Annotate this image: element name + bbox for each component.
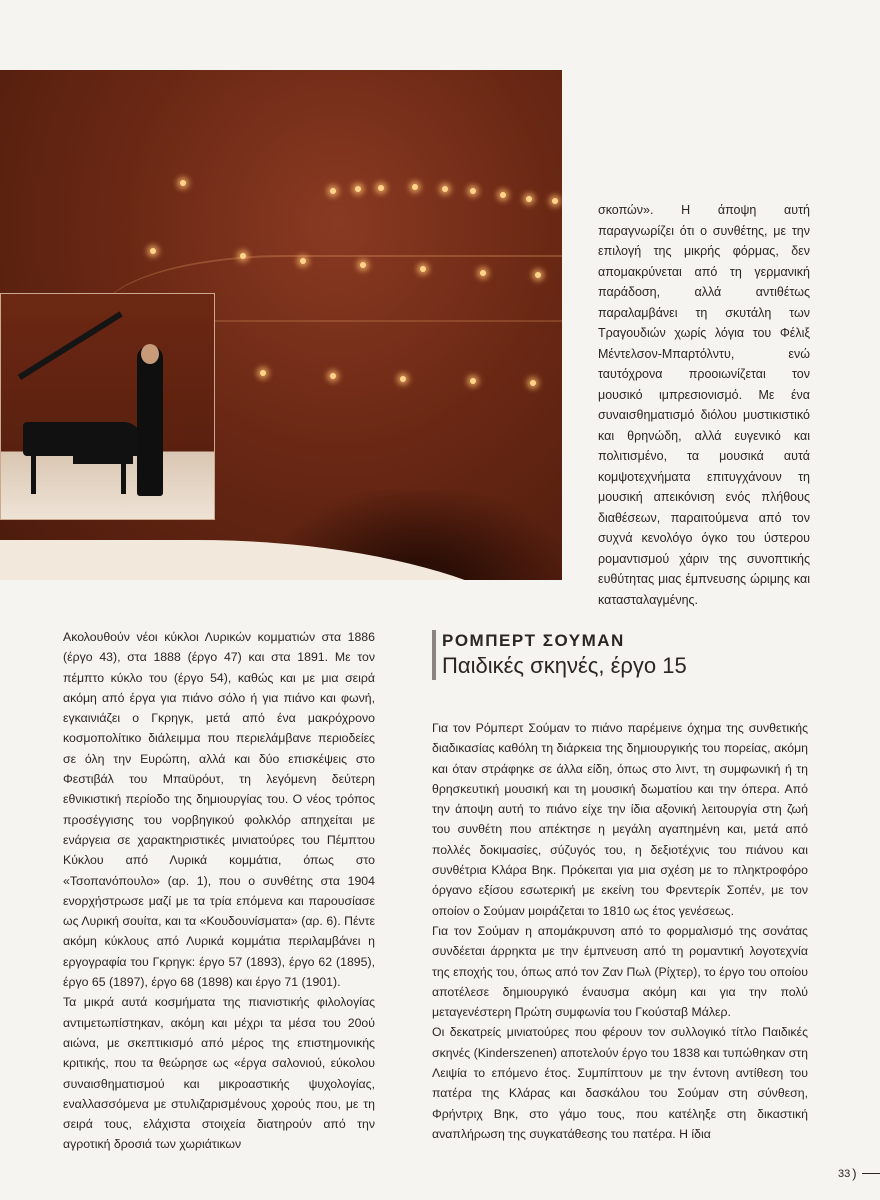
hall-light bbox=[412, 184, 418, 190]
concert-hall-photo bbox=[0, 70, 562, 580]
work-title: Παιδικές σκηνές, έργο 15 bbox=[442, 653, 687, 678]
hall-light bbox=[360, 262, 366, 268]
pianist-inset-photo bbox=[0, 293, 215, 520]
pianist-head bbox=[141, 344, 159, 364]
section-heading bbox=[432, 630, 822, 680]
paragraph: Για τον Σούμαν η απομάκρυνση από το φορμαλισμό της σονάτας συνδέεται άρρηκτα με την έμπνευση από τη ρομαντική λογοτεχνία της εποχής του, όπως από τον Ζαν Πωλ (Ρίχτερ), το έργο του οποίου αποτέλεσε δημιουργικό έναυσμα ακόμη και για την πολύ μεταγενέστερη Πρώτη συμφωνία του Γκούσταβ Μάλερ. bbox=[432, 923, 808, 1020]
hall-light bbox=[378, 185, 384, 191]
hall-light bbox=[150, 248, 156, 254]
page-number-bracket: ) bbox=[852, 1166, 857, 1181]
hall-light bbox=[240, 253, 246, 259]
hall-light bbox=[420, 266, 426, 272]
paragraph: Ακολουθούν νέοι κύκλοι Λυρικών κομματιών στα 1886 (έργο 43), στα 1888 (έργο 47) και στα 1891. Με τον πέμπτο κύκλο του (έργο 54), καθώς και με μια σειρά ακόμη από έργα για πιάνο σόλο ή για πιάνο και φωνή, εγκαινιάζει ο Γκρηγκ, μετά από ένα μακρόχρονο κοσμοπολίτικο διάλειμμα που περιελάμβανε περιοδείες σε όλη την Ευρώπη, αλλά και δύο επισκέψεις στο Φεστιβάλ του Μπαϋρόυτ, τη λεγόμενη δεύτερη εθνικιστική περίοδο της δημιουργίας του. Ο νέος τρόπος προσέγγισης του νορβηγικού φολκλόρ απηχείται με ενάργεια σε χαρακτηριστικές μινιατούρες του Πέμπτου Κύκλου από Λυρικά κομμάτια, όπως στο «Τσοπανόπουλο» (αρ. 1), που ο συνθέτης στα 1904 ενορχήστρωσε μαζί με τα τρία επόμενα και παρουσίασε ως Λυρική σουίτα, και τα «Κουδουνίσματα» (αρ. 6). Πέντε ακόμη κύκλους από Λυρικά κομμάτια περιλαμβάνει η εργογραφία του Γκρηγκ: έργο 57 (1893), έργο 62 (1895), έργο 65 (1897), έργο 68 (1898) και έργο 71 (1901). bbox=[63, 630, 375, 990]
hall-light bbox=[442, 186, 448, 192]
grand-piano bbox=[23, 422, 143, 456]
right-column bbox=[432, 718, 808, 1144]
hall-light bbox=[300, 258, 306, 264]
hall-light bbox=[470, 378, 476, 384]
piano-leg bbox=[31, 454, 36, 494]
hall-light bbox=[180, 180, 186, 186]
hall-light bbox=[330, 188, 336, 194]
paragraph: Οι δεκατρείς μινιατούρες που φέρουν τον συλλογικό τίτλο Παιδικές σκηνές (Kinderszenen) αποτελούν έργο του 1838 και τυπώθηκαν στη Λειψία το επόμενο έτος. Συμπίπτουν με την έντονη αντίθεση του πατέρα της Κλάρας και δασκάλου του Σούμαν στη σύνθεση, Φρήντριχ Βηκ, στο γάμο τους, που κατέληξε στη δικαστική αναπλήρωση της συγκατάθεσης του πατέρα. Η ίδια bbox=[432, 1025, 808, 1141]
piano-bench bbox=[73, 456, 133, 464]
composer-name: ΡΟΜΠΕΡΤ ΣΟΥΜΑΝ bbox=[442, 631, 625, 650]
hall-light bbox=[526, 196, 532, 202]
page-number bbox=[838, 1166, 880, 1181]
hall-light bbox=[552, 198, 558, 204]
paragraph: Για τον Ρόμπερτ Σούμαν το πιάνο παρέμεινε όχημα της συνθετικής διαδικασίας καθόλη τη διάρκεια της δημιουργικής του πορείας, ακόμη και όταν στράφηκε σε άλλα είδη, όπως στο λιντ, τη συμφωνική ή τη θρησκευτική μουσική και τη μουσική δωματίου και την όπερα. Από την άποψη αυτή το πιάνο είχε την ίδια αξονική λειτουργία στη ζωή του συνθέτη που απέκτησε η μεγάλη αγαπημένη και, μετά από πολλές δοκιμασίες, σύζυγός του, η δεξιοτέχνις του πιάνου και συνθέτρια Κλάρα Βηκ. Πρόκειται για μια σχέση με το πληκτροφόρο όργανο εξίσου εσωτερική με εκείνη του Φρεντερίκ Σοπέν, με τον οποίον ο Σούμαν μοιράζεται το 1810 ως έτος γενέσεως. bbox=[432, 721, 808, 918]
left-column bbox=[63, 627, 375, 1155]
hall-light bbox=[480, 270, 486, 276]
piano-lid bbox=[18, 311, 123, 380]
continued-paragraph: σκοπών». Η άποψη αυτή παραγνωρίζει ότι ο συνθέτης, με την επιλογή της μικρής φόρμας, δεν απομακρύνεται από τη γερμανική παράδοση, αλλά αντιθέτως παραλαμβάνει τη σκυτάλη των Τραγουδιών χωρίς λόγια του Φέλιξ Μέντελσον-Μπαρτόλντυ, ενώ ταυτόχρονα προοιωνίζεται τον μουσικό ιμπρεσιονισμό. Με ένα συναισθηματισμό διόλου μυστικιστικό και θρηνώδη, αλλά ευγενικό και πολιτισμένο, τα μουσικά αυτά κομψοτεχνήματα επιτυγχάνουν τη μουσική απεικόνιση ενός πλήθους διαθέσεων, παραιτούμενα από τον συχνά κενολόγο όγκο του ύστερου ρομαντισμού χάριν της συνοπτικής ευθύτητας μιας έμπνευσης ώριμης και κατασταλαγμένης. bbox=[598, 203, 810, 607]
page-number-rule bbox=[862, 1173, 880, 1174]
hall-light bbox=[260, 370, 266, 376]
hall-light bbox=[535, 272, 541, 278]
hall-light bbox=[400, 376, 406, 382]
hall-light bbox=[530, 380, 536, 386]
hall-light bbox=[470, 188, 476, 194]
hall-light bbox=[330, 373, 336, 379]
pianist-figure bbox=[137, 346, 163, 496]
hall-light bbox=[500, 192, 506, 198]
page-number-value: 33 bbox=[838, 1167, 851, 1180]
paragraph: Τα μικρά αυτά κοσμήματα της πιανιστικής φιλολογίας αντιμετωπίστηκαν, ακόμη και μέχρι τα μέσα του 20ού αιώνα, με σκεπτικισμό από μέρος της επιστημονικής κριτικής, που τα θεώρησε ως «έργα σαλονιού, εύκολου συναισθηματισμού και μικροαστικής ψυχολογίας, εναλλασσόμενα με στυλιζαρισμένους χορούς που, με τη σειρά τους, ελάχιστα στοιχεία διατηρούν από την αγροτική δροσιά των χωριάτικων bbox=[63, 995, 375, 1152]
hall-light bbox=[355, 186, 361, 192]
